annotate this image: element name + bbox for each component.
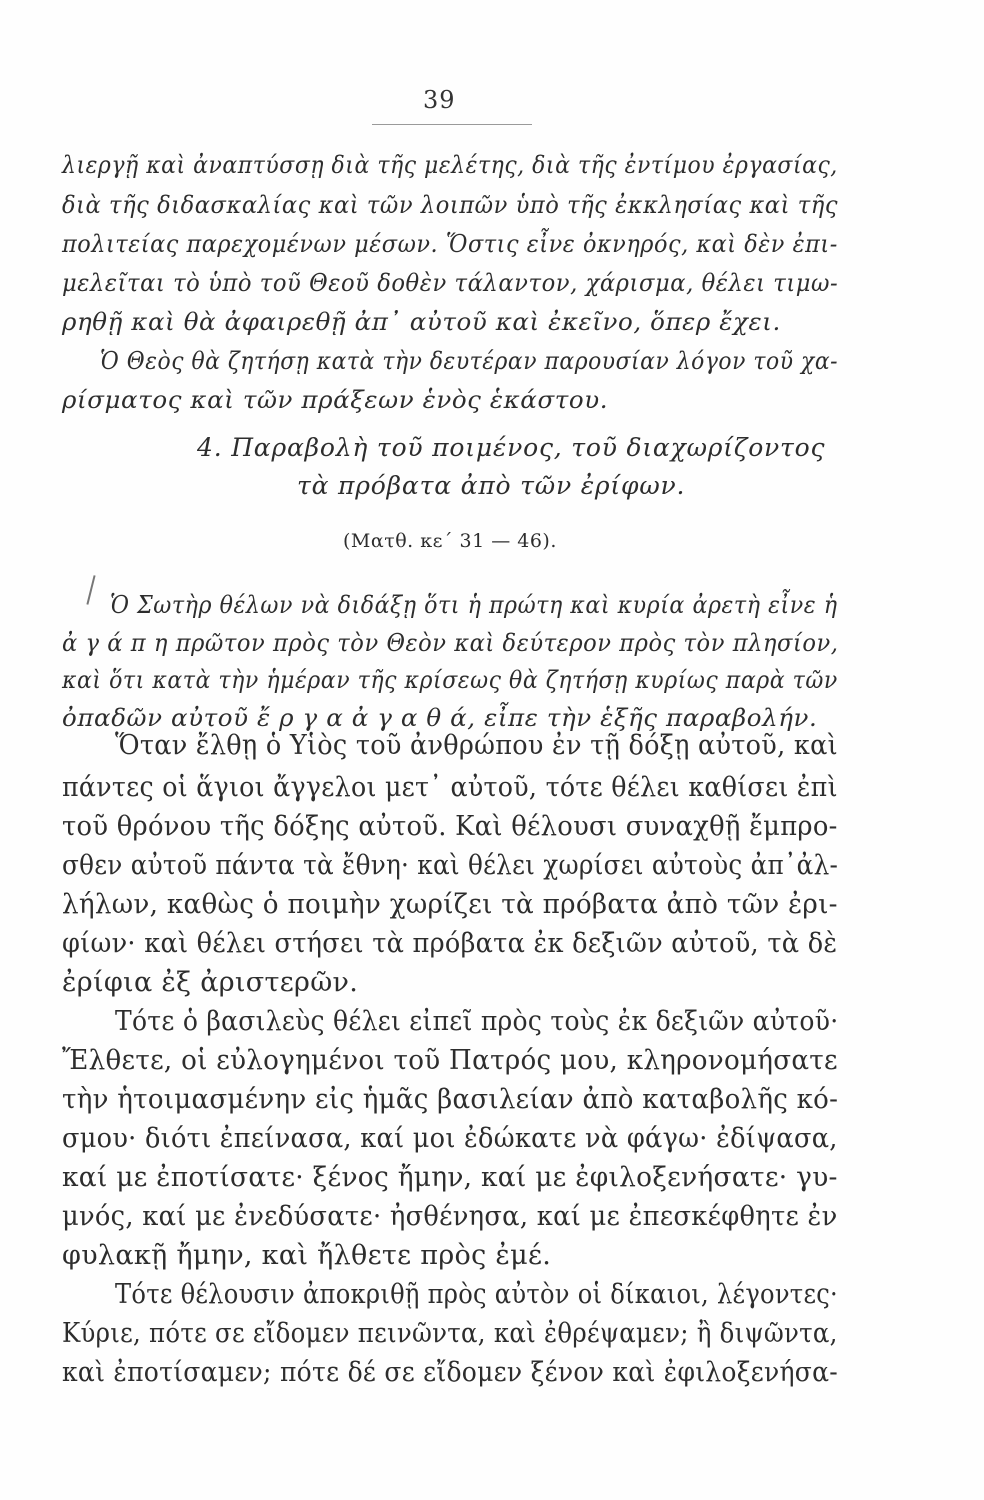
text-line: Ἔλθετε, οἱ εὐλογημένοι τοῦ Πατρός μου, κληρονομήσατε bbox=[62, 1045, 838, 1076]
text-line: φίων· καὶ θέλει στήσει τὰ πρόβατα ἐκ δεξιῶν αὐτοῦ, τὰ δὲ bbox=[62, 928, 838, 959]
text-line: Τότε θέλουσιν ἀποκριθῇ πρὸς αὐτὸν οἱ δίκαιοι, λέγοντες· bbox=[115, 1279, 838, 1310]
text-line: καὶ ὅτι κατὰ τὴν ἡμέραν τῆς κρίσεως θὰ ζητήσῃ κυρίως παρὰ τῶν bbox=[62, 665, 838, 694]
text-line: λήλων, καθὼς ὁ ποιμὴν χωρίζει τὰ πρόβατα ἀπὸ τῶν ἐρι- bbox=[62, 889, 838, 920]
text-line: διὰ τῆς διδασκαλίας καὶ τῶν λοιπῶν ὑπὸ τῆς ἐκκλησίας καὶ τῆς bbox=[62, 190, 839, 219]
text-line: πάντες οἱ ἅγιοι ἄγγελοι μετ᾽ αὐτοῦ, τότε θέλει καθίσει ἐπὶ bbox=[62, 772, 838, 803]
text-line: σμου· διότι ἐπείνασα, καί μοι ἐδώκατε νὰ φάγω· ἐδίψασα, bbox=[62, 1123, 838, 1154]
text-line: ὀπαδῶν αὐτοῦ ἔ ρ γ α ἀ γ α θ ά, εἶπε τὴν ἑξῆς παραβολήν. bbox=[62, 703, 818, 732]
scripture-citation: (Ματθ. κε΄ 31 — 46). bbox=[343, 530, 557, 552]
text-line: πολιτείας παρεχομένων μέσων. Ὅστις εἶνε ὀκνηρός, καὶ δὲν ἐπι- bbox=[62, 229, 838, 258]
text-line: φυλακῇ ἤμην, καὶ ἤλθετε πρὸς ἐμέ. bbox=[62, 1240, 552, 1271]
text-line: Ὁ Θεὸς θὰ ζητήσῃ κατὰ τὴν δευτέραν παρουσίαν λόγον τοῦ χα- bbox=[100, 346, 839, 375]
text-line: Ὅταν ἔλθῃ ὁ Υἱὸς τοῦ ἀνθρώπου ἐν τῇ δόξῃ αὐτοῦ, καὶ bbox=[115, 730, 838, 761]
text-line: ρίσματος καὶ τῶν πράξεων ἑνὸς ἑκάστου. bbox=[62, 385, 609, 414]
text-line: ρηθῇ καὶ θὰ ἀφαιρεθῇ ἀπ᾽ αὐτοῦ καὶ ἐκεῖνο, ὅπερ ἔχει. bbox=[62, 307, 781, 336]
text-line: μνός, καί με ἐνεδύσατε· ἠσθένησα, καί με ἐπεσκέφθητε ἐν bbox=[62, 1201, 838, 1232]
text-line: μελεῖται τὸ ὑπὸ τοῦ Θεοῦ δοθὲν τάλαντον, χάρισμα, θέλει τιμω- bbox=[62, 268, 839, 297]
text-line: τὴν ἡτοιμασμένην εἰς ἡμᾶς βασιλείαν ἀπὸ καταβολῆς κό- bbox=[62, 1084, 839, 1115]
text-line: ἀ γ ά π η πρῶτον πρὸς τὸν Θεὸν καὶ δεύτερον πρὸς τὸν πλησίον, bbox=[62, 628, 839, 657]
section-heading-continued: τὰ πρόβατα ἀπὸ τῶν ἐρίφων. bbox=[297, 471, 686, 500]
text-line: καὶ ἐποτίσαμεν; πότε δέ σε εἴδομεν ξένον καὶ ἐφιλοξενήσα- bbox=[62, 1357, 839, 1388]
section-heading: 4. Παραβολὴ τοῦ ποιμένος, τοῦ διαχωρίζοντος bbox=[197, 433, 826, 462]
page-number: 39 bbox=[423, 86, 456, 114]
text-line: ἐρίφια ἐξ ἀριστερῶν. bbox=[62, 967, 359, 998]
header-rule bbox=[372, 124, 532, 125]
text-line: Τότε ὁ βασιλεὺς θέλει εἰπεῖ πρὸς τοὺς ἐκ δεξιῶν αὐτοῦ· bbox=[115, 1006, 839, 1037]
text-line: Ὁ Σωτὴρ θέλων νὰ διδάξῃ ὅτι ἡ πρώτη καὶ κυρία ἀρετὴ εἶνε ἡ bbox=[110, 590, 838, 619]
text-line: τοῦ θρόνου τῆς δόξης αὐτοῦ. Καὶ θέλουσι συναχθῇ ἔμπρο- bbox=[62, 811, 838, 842]
margin-mark bbox=[86, 575, 95, 605]
text-line: λιεργῇ καὶ ἀναπτύσσῃ διὰ τῆς μελέτης, διὰ τῆς ἐντίμου ἐργασίας, bbox=[62, 150, 838, 179]
text-line: καί με ἐποτίσατε· ξένος ἤμην, καί με ἐφιλοξενήσατε· γυ- bbox=[62, 1162, 838, 1193]
text-line: σθεν αὐτοῦ πάντα τὰ ἔθνη· καὶ θέλει χωρίσει αὐτοὺς ἀπ᾽ἀλ- bbox=[62, 850, 839, 881]
text-line: Κύριε, πότε σε εἴδομεν πεινῶντα, καὶ ἐθρέψαμεν; ἢ διψῶντα, bbox=[62, 1318, 838, 1349]
